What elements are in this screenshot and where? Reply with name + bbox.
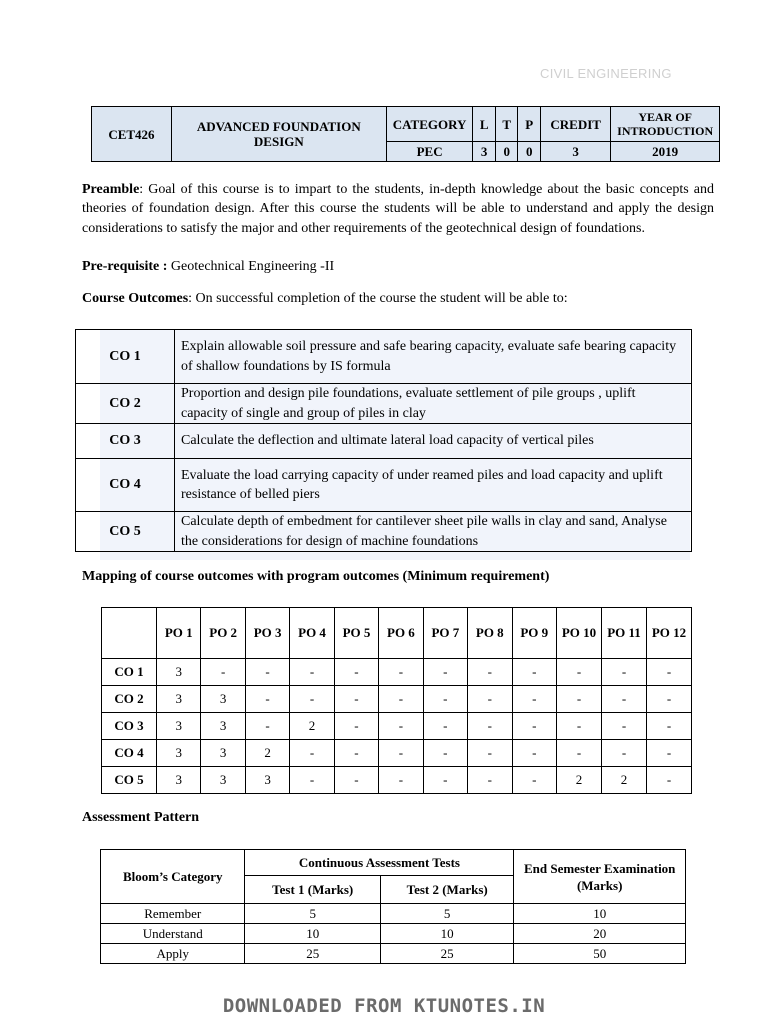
- mapping-cell: -: [379, 713, 423, 740]
- mapping-cell: -: [379, 740, 423, 767]
- assessment-table: [100, 849, 686, 964]
- assessment-body: [101, 904, 686, 964]
- po-header: PO 1: [157, 608, 201, 659]
- prerequisite-label: Pre-requisite :: [82, 259, 168, 274]
- mapping-cell: -: [468, 659, 512, 686]
- po-header: PO 11: [602, 608, 647, 659]
- mapping-cell: 3: [245, 767, 289, 794]
- co-row: [76, 424, 692, 459]
- credit-value: 3: [541, 142, 611, 162]
- mapping-cell: 3: [201, 767, 245, 794]
- co-row: [76, 384, 692, 424]
- end-semester-header: End Semester Examination (Marks): [514, 850, 686, 904]
- co-description: Explain allowable soil pressure and safe bearing capacity, evaluate safe bearing capacity of shallow foundations by IS formula: [175, 330, 692, 384]
- course-outcomes-intro-text: : On successful completion of the course the student will be able to:: [188, 291, 568, 306]
- course-outcomes-intro: [82, 289, 714, 308]
- co-row: [76, 330, 692, 384]
- mapping-cell: -: [468, 686, 512, 713]
- mapping-cell: 3: [201, 686, 245, 713]
- mapping-cell: -: [557, 686, 602, 713]
- po-header: PO 7: [423, 608, 467, 659]
- assessment-cell-ese: 20: [514, 924, 686, 944]
- prerequisite-text: Geotechnical Engineering -II: [167, 259, 335, 274]
- mapping-cell: -: [334, 713, 378, 740]
- po-header: PO 8: [468, 608, 512, 659]
- mapping-row-co: CO 1: [102, 659, 157, 686]
- l-value: 3: [473, 142, 496, 162]
- test1-header: Test 1 (Marks): [245, 876, 380, 904]
- mapping-cell: -: [557, 740, 602, 767]
- course-code: CET426: [92, 107, 172, 162]
- footer-download-text: DOWNLOADED FROM KTUNOTES.IN: [222, 995, 546, 1017]
- mapping-cell: -: [423, 767, 467, 794]
- mapping-cell: 3: [157, 740, 201, 767]
- course-title: ADVANCED FOUNDATION DESIGN: [171, 107, 386, 162]
- mapping-cell: -: [468, 767, 512, 794]
- l-label: L: [473, 107, 496, 142]
- mapping-cell: -: [423, 713, 467, 740]
- mapping-cell: -: [647, 659, 692, 686]
- assessment-cell-category: Understand: [101, 924, 245, 944]
- assessment-cell-test2: 5: [380, 904, 513, 924]
- course-header-table: [91, 106, 720, 162]
- co-row: [76, 512, 692, 552]
- mapping-row-co: CO 4: [102, 740, 157, 767]
- mapping-row: [102, 659, 692, 686]
- mapping-cell: 3: [201, 740, 245, 767]
- mapping-cell: -: [423, 659, 467, 686]
- mapping-cell: -: [379, 767, 423, 794]
- po-header: PO 12: [647, 608, 692, 659]
- mapping-cell: 2: [245, 740, 289, 767]
- co-id: CO 1: [76, 330, 175, 384]
- credit-label: CREDIT: [541, 107, 611, 142]
- mapping-header-row: [102, 608, 692, 659]
- po-header: PO 2: [201, 608, 245, 659]
- mapping-cell: -: [290, 659, 334, 686]
- mapping-cell: -: [468, 740, 512, 767]
- mapping-cell: -: [245, 686, 289, 713]
- mapping-cell: -: [423, 686, 467, 713]
- mapping-row-co: CO 3: [102, 713, 157, 740]
- mapping-cell: 3: [157, 767, 201, 794]
- t-label: T: [495, 107, 518, 142]
- co-id: CO 2: [76, 384, 175, 424]
- mapping-cell: -: [512, 659, 557, 686]
- mapping-cell: -: [290, 767, 334, 794]
- mapping-row: [102, 686, 692, 713]
- assessment-row: [101, 904, 686, 924]
- mapping-cell: -: [512, 713, 557, 740]
- mapping-cell: 2: [290, 713, 334, 740]
- po-header: PO 10: [557, 608, 602, 659]
- department-header: CIVIL ENGINEERING: [540, 66, 672, 81]
- assessment-cell-test2: 25: [380, 944, 513, 964]
- year-label: YEAR OF INTRODUCTION: [611, 107, 720, 142]
- po-header: PO 4: [290, 608, 334, 659]
- mapping-row-co: CO 2: [102, 686, 157, 713]
- mapping-cell: -: [557, 713, 602, 740]
- mapping-cell: 3: [157, 659, 201, 686]
- mapping-cell: -: [468, 713, 512, 740]
- p-label: P: [518, 107, 541, 142]
- mapping-cell: -: [334, 686, 378, 713]
- cat-header: Continuous Assessment Tests: [245, 850, 514, 876]
- assessment-cell-category: Remember: [101, 904, 245, 924]
- preamble-label: Preamble: [82, 182, 140, 197]
- co-description: Evaluate the load carrying capacity of under reamed piles and load capacity and uplift resistance of belled piers: [175, 459, 692, 512]
- po-header: PO 6: [379, 608, 423, 659]
- mapping-cell: 3: [201, 713, 245, 740]
- mapping-cell: 2: [557, 767, 602, 794]
- category-value: PEC: [386, 142, 473, 162]
- mapping-cell: 3: [157, 686, 201, 713]
- mapping-cell: -: [602, 740, 647, 767]
- co-po-mapping-table: [101, 607, 692, 794]
- mapping-cell: -: [423, 740, 467, 767]
- year-value: 2019: [611, 142, 720, 162]
- assessment-row: [101, 924, 686, 944]
- assessment-cell-category: Apply: [101, 944, 245, 964]
- mapping-cell: -: [647, 740, 692, 767]
- co-id: CO 3: [76, 424, 175, 459]
- course-outcomes-label: Course Outcomes: [82, 291, 189, 306]
- mapping-cell: -: [647, 767, 692, 794]
- mapping-cell: -: [557, 659, 602, 686]
- mapping-title: Mapping of course outcomes with program outcomes (Minimum requirement): [82, 569, 550, 584]
- assessment-cell-test2: 10: [380, 924, 513, 944]
- mapping-row: [102, 767, 692, 794]
- po-header: PO 5: [334, 608, 378, 659]
- mapping-cell: -: [379, 686, 423, 713]
- mapping-cell: -: [647, 686, 692, 713]
- t-value: 0: [495, 142, 518, 162]
- assessment-cell-ese: 50: [514, 944, 686, 964]
- preamble-text: : Goal of this course is to impart to the students, in-depth knowledge about the basic concepts and theories of foundation design. After this course the students will be able to understand and apply the design considerations to satisfy the major and other requirements of the geotechnical design of foundations.: [82, 182, 714, 236]
- assessment-cell-test1: 25: [245, 944, 380, 964]
- mapping-cell: -: [647, 713, 692, 740]
- assessment-title: Assessment Pattern: [82, 810, 200, 825]
- mapping-cell: 3: [157, 713, 201, 740]
- assessment-header-row: [101, 850, 686, 876]
- mapping-cell: -: [512, 767, 557, 794]
- assessment-cell-test1: 10: [245, 924, 380, 944]
- mapping-cell: -: [334, 740, 378, 767]
- mapping-corner-cell: [102, 608, 157, 659]
- mapping-cell: -: [201, 659, 245, 686]
- mapping-row: [102, 713, 692, 740]
- po-header: PO 9: [512, 608, 557, 659]
- mapping-cell: -: [245, 659, 289, 686]
- mapping-row: [102, 740, 692, 767]
- preamble: [82, 180, 714, 238]
- mapping-cell: -: [602, 659, 647, 686]
- mapping-row-co: CO 5: [102, 767, 157, 794]
- co-row: [76, 459, 692, 512]
- mapping-cell: -: [602, 713, 647, 740]
- co-description: Calculate depth of embedment for cantilever sheet pile walls in clay and sand, Analyse the considerations for design of machine foundations: [175, 512, 692, 552]
- co-id: CO 5: [76, 512, 175, 552]
- p-value: 0: [518, 142, 541, 162]
- assessment-row: [101, 944, 686, 964]
- test2-header: Test 2 (Marks): [380, 876, 513, 904]
- prerequisite: [82, 257, 714, 276]
- course-outcomes-table: [75, 329, 692, 552]
- mapping-cell: -: [512, 686, 557, 713]
- mapping-cell: -: [334, 767, 378, 794]
- co-id: CO 4: [76, 459, 175, 512]
- co-description: Calculate the deflection and ultimate lateral load capacity of vertical piles: [175, 424, 692, 459]
- assessment-cell-test1: 5: [245, 904, 380, 924]
- po-header: PO 3: [245, 608, 289, 659]
- mapping-cell: 2: [602, 767, 647, 794]
- mapping-cell: -: [290, 740, 334, 767]
- assessment-cell-ese: 10: [514, 904, 686, 924]
- mapping-cell: -: [602, 686, 647, 713]
- co-description: Proportion and design pile foundations, evaluate settlement of pile groups , uplift capacity of single and group of piles in clay: [175, 384, 692, 424]
- mapping-cell: -: [245, 713, 289, 740]
- mapping-body: [102, 659, 692, 794]
- mapping-cell: -: [334, 659, 378, 686]
- mapping-cell: -: [379, 659, 423, 686]
- bloom-category-header: Bloom’s Category: [101, 850, 245, 904]
- category-label: CATEGORY: [386, 107, 473, 142]
- mapping-cell: -: [290, 686, 334, 713]
- mapping-cell: -: [512, 740, 557, 767]
